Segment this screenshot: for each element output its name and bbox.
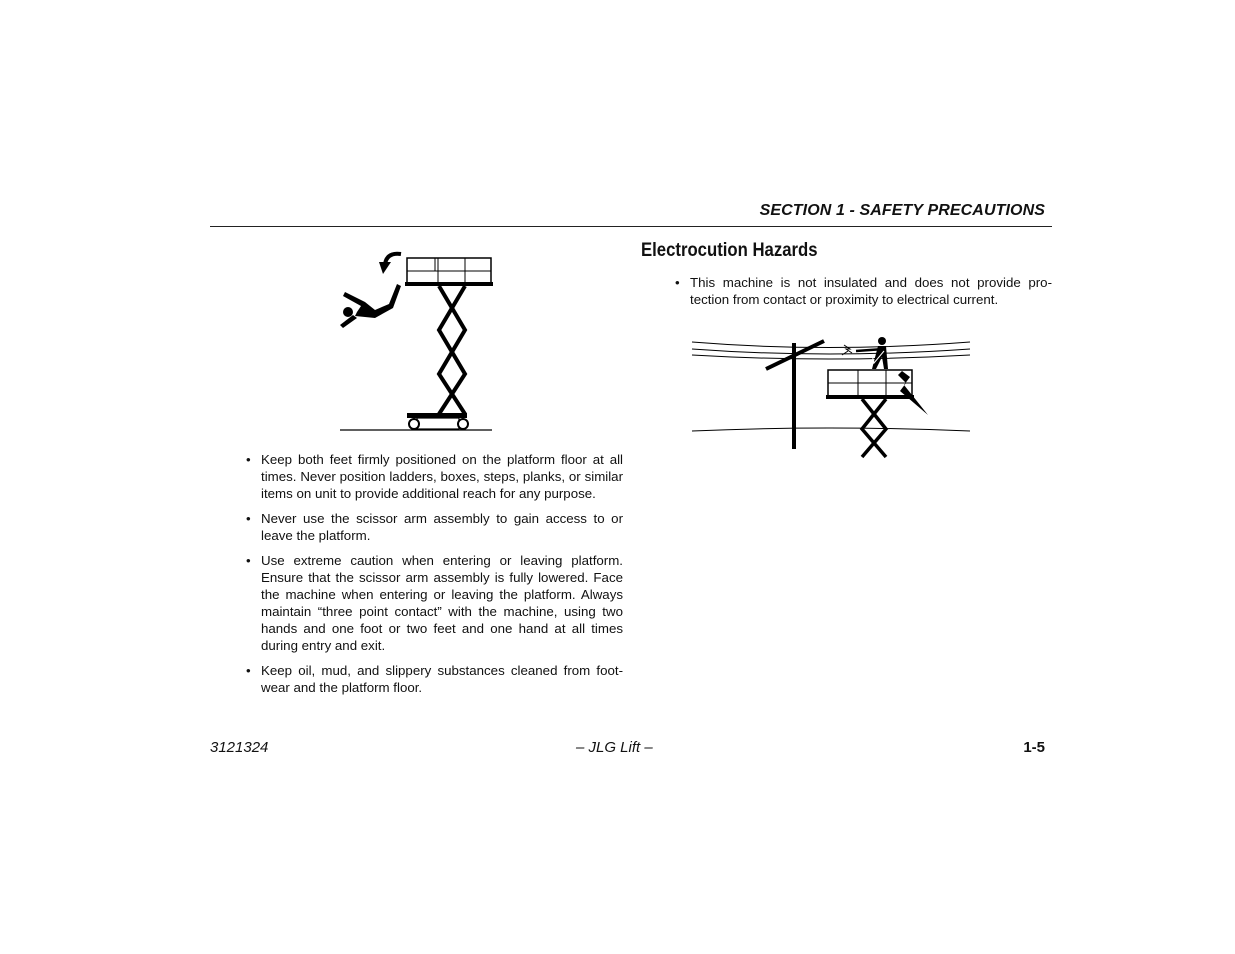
safety-bullet-list [246, 451, 623, 704]
footer-title: – JLG Lift – [576, 739, 653, 756]
section-header: SECTION 1 - SAFETY PRECAUTIONS [759, 202, 1045, 219]
list-item: • Use extreme caution when entering or leaving platform. Ensure that the scissor arm assembly is fully lowered. Face the machine when entering or leaving the platform. Always maintain “three point contact” with the machine, using two hands and one foot or two feet and one hand at all times during entry and exit. [246, 552, 623, 654]
list-item: • Keep oil, mud, and slippery substances cleaned from foot- wear and the platform floor. [246, 662, 623, 696]
list-item: • Never use the scissor arm assembly to gain access to or leave the platform. [246, 510, 623, 544]
electrocution-bullet-list [675, 274, 1052, 316]
section-heading: Electrocution Hazards [641, 240, 818, 261]
document-number: 3121324 [210, 739, 269, 756]
page-number: 1-5 [1023, 739, 1045, 756]
list-item: • Keep both feet firmly positioned on the platform floor at all times. Never position ladders, boxes, steps, planks, or similar items on unit to provide additional reach for any purpose. [246, 451, 623, 502]
fall-hazard-illustration [335, 248, 500, 434]
header-divider [210, 226, 1052, 227]
list-item: • This machine is not insulated and does not provide pro- tection from contact or proximity to electrical current. [675, 274, 1052, 308]
electrocution-hazard-illustration [688, 333, 973, 459]
